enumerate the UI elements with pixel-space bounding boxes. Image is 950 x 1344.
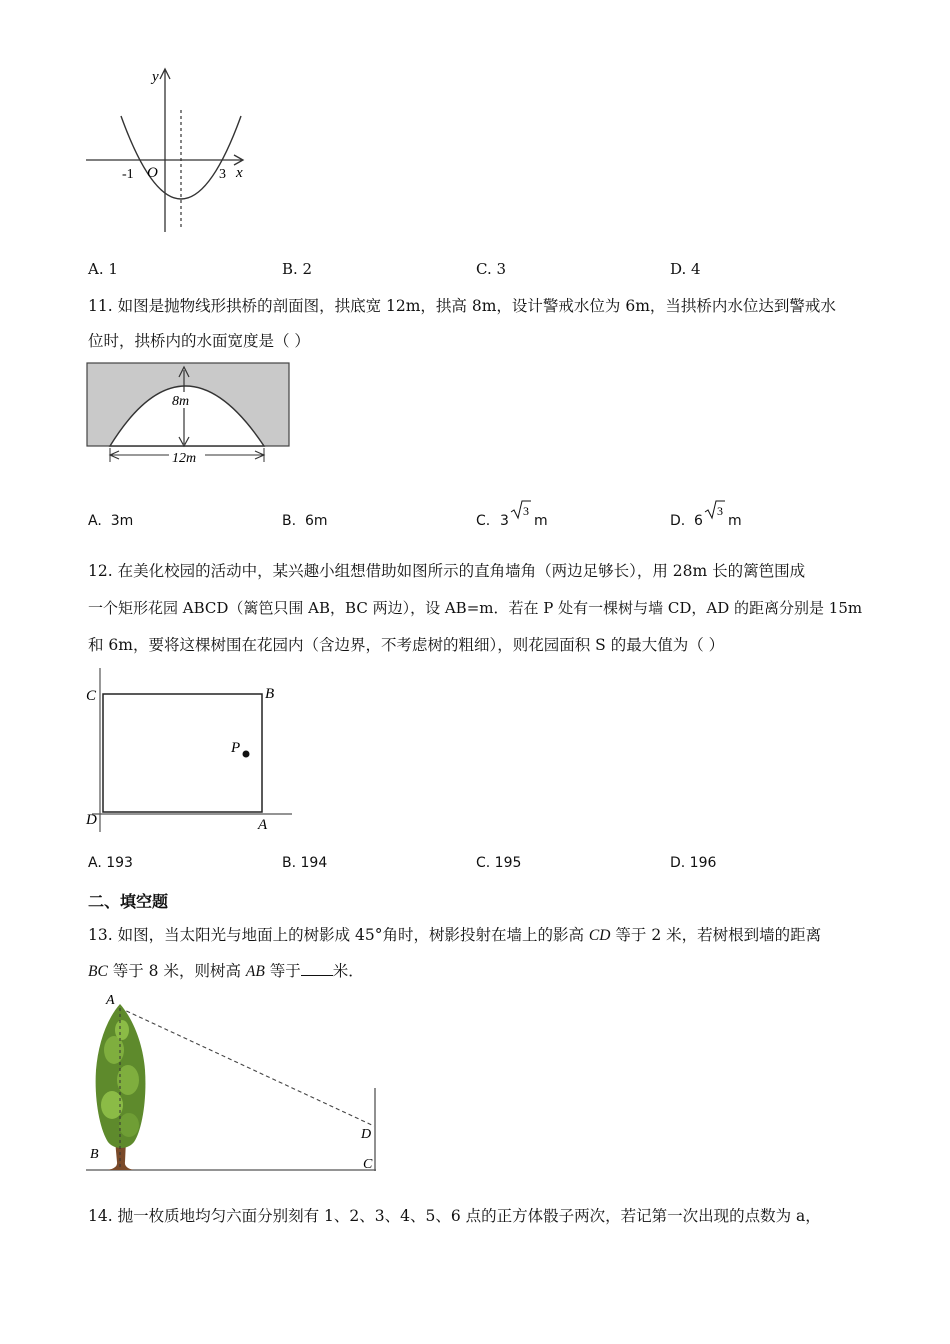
q11-option-b: B. 6m xyxy=(282,513,328,529)
point-a-label: A xyxy=(106,993,115,1008)
q11-option-c: C. 3 3 m xyxy=(476,500,596,534)
vertex-d-label: D xyxy=(86,812,97,828)
arch-bridge-figure xyxy=(86,362,292,470)
q14-text-line1: 14. 抛一枚质地均匀六面分别刻有 1、2、3、4、5、6 点的正方体骰子两次，若记第一次出现的点数为 a， xyxy=(88,1207,821,1225)
sqrt-symbol xyxy=(704,500,726,520)
q10-option-d: D. 4 xyxy=(670,260,701,278)
q10-option-a: A. 1 xyxy=(88,260,118,278)
q12-option-b: B. 194 xyxy=(282,855,328,871)
graph-3-label: 3 xyxy=(219,167,226,182)
q12-option-a: A. 193 xyxy=(88,855,133,871)
graph-y-label: y xyxy=(152,69,159,85)
q12-text-line1: 12. 在美化校园的活动中，某兴趣小组想借助如图所示的直角墙角（两边足够长），用 28m 长的篱笆围成 xyxy=(88,562,806,580)
graph-x-label: x xyxy=(236,165,243,181)
arch-height-label: 8m xyxy=(172,394,190,409)
q13-text-line2: BC 等于 8 米，则树高 AB 等于 米． xyxy=(88,962,364,980)
rectangle-garden-figure xyxy=(84,666,294,838)
point-d-label: D xyxy=(361,1127,372,1142)
section-heading: 二、填空题 xyxy=(88,892,169,911)
q12-text-line2: 一个矩形花园 ABCD（篱笆只围 AB，BC 两边），设 AB=m．若在 P 处有一棵树与墙 CD，AD 的距离分别是 15m xyxy=(88,599,863,617)
q11-text-line1: 11. 如图是抛物线形拱桥的剖面图，拱底宽 12m，拱高 8m，设计警戒水位为 6m，当拱桥内水位达到警戒水 xyxy=(88,297,836,315)
q11-option-d: D. 6 3 m xyxy=(670,500,790,534)
q12-option-d: D. 196 xyxy=(670,855,717,871)
vertex-a-label: A xyxy=(258,817,268,833)
sqrt-radicand: 3 xyxy=(523,504,529,518)
q10-option-c: C. 3 xyxy=(476,260,507,278)
answer-blank[interactable] xyxy=(301,961,333,976)
tree-shadow-figure xyxy=(84,990,384,1180)
tree-foliage-icon xyxy=(96,1004,146,1148)
q12-option-c: C. 195 xyxy=(476,855,522,871)
q11-option-a: A. 3m xyxy=(88,513,134,529)
graph-neg1-label: -1 xyxy=(122,167,134,182)
q13-text-line1: 13. 如图，当太阳光与地面上的树影成 45°角时，树影投射在墙上的影高 CD 等于 2 米，若树根到墙的距离 xyxy=(88,926,822,944)
q12-text-line3: 和 6m，要将这棵树围在花园内（含边界，不考虑树的粗细），则花园面积 S 的最大值为（ ） xyxy=(88,636,725,654)
arch-width-label: 12m xyxy=(172,451,197,466)
q11-text-line2: 位时，拱桥内的水面宽度是（ ） xyxy=(88,332,310,350)
q10-option-b: B. 2 xyxy=(282,260,313,278)
sqrt-symbol xyxy=(510,500,532,520)
vertex-c-label: C xyxy=(86,688,97,704)
parabola-graph xyxy=(80,64,260,240)
point-c-label: C xyxy=(363,1157,373,1172)
graph-origin-label: O xyxy=(147,165,158,181)
tree-point-p-label: P xyxy=(231,740,241,756)
sqrt-radicand: 3 xyxy=(717,504,723,518)
vertex-b-label: B xyxy=(265,686,275,702)
point-b-label: B xyxy=(90,1147,99,1162)
